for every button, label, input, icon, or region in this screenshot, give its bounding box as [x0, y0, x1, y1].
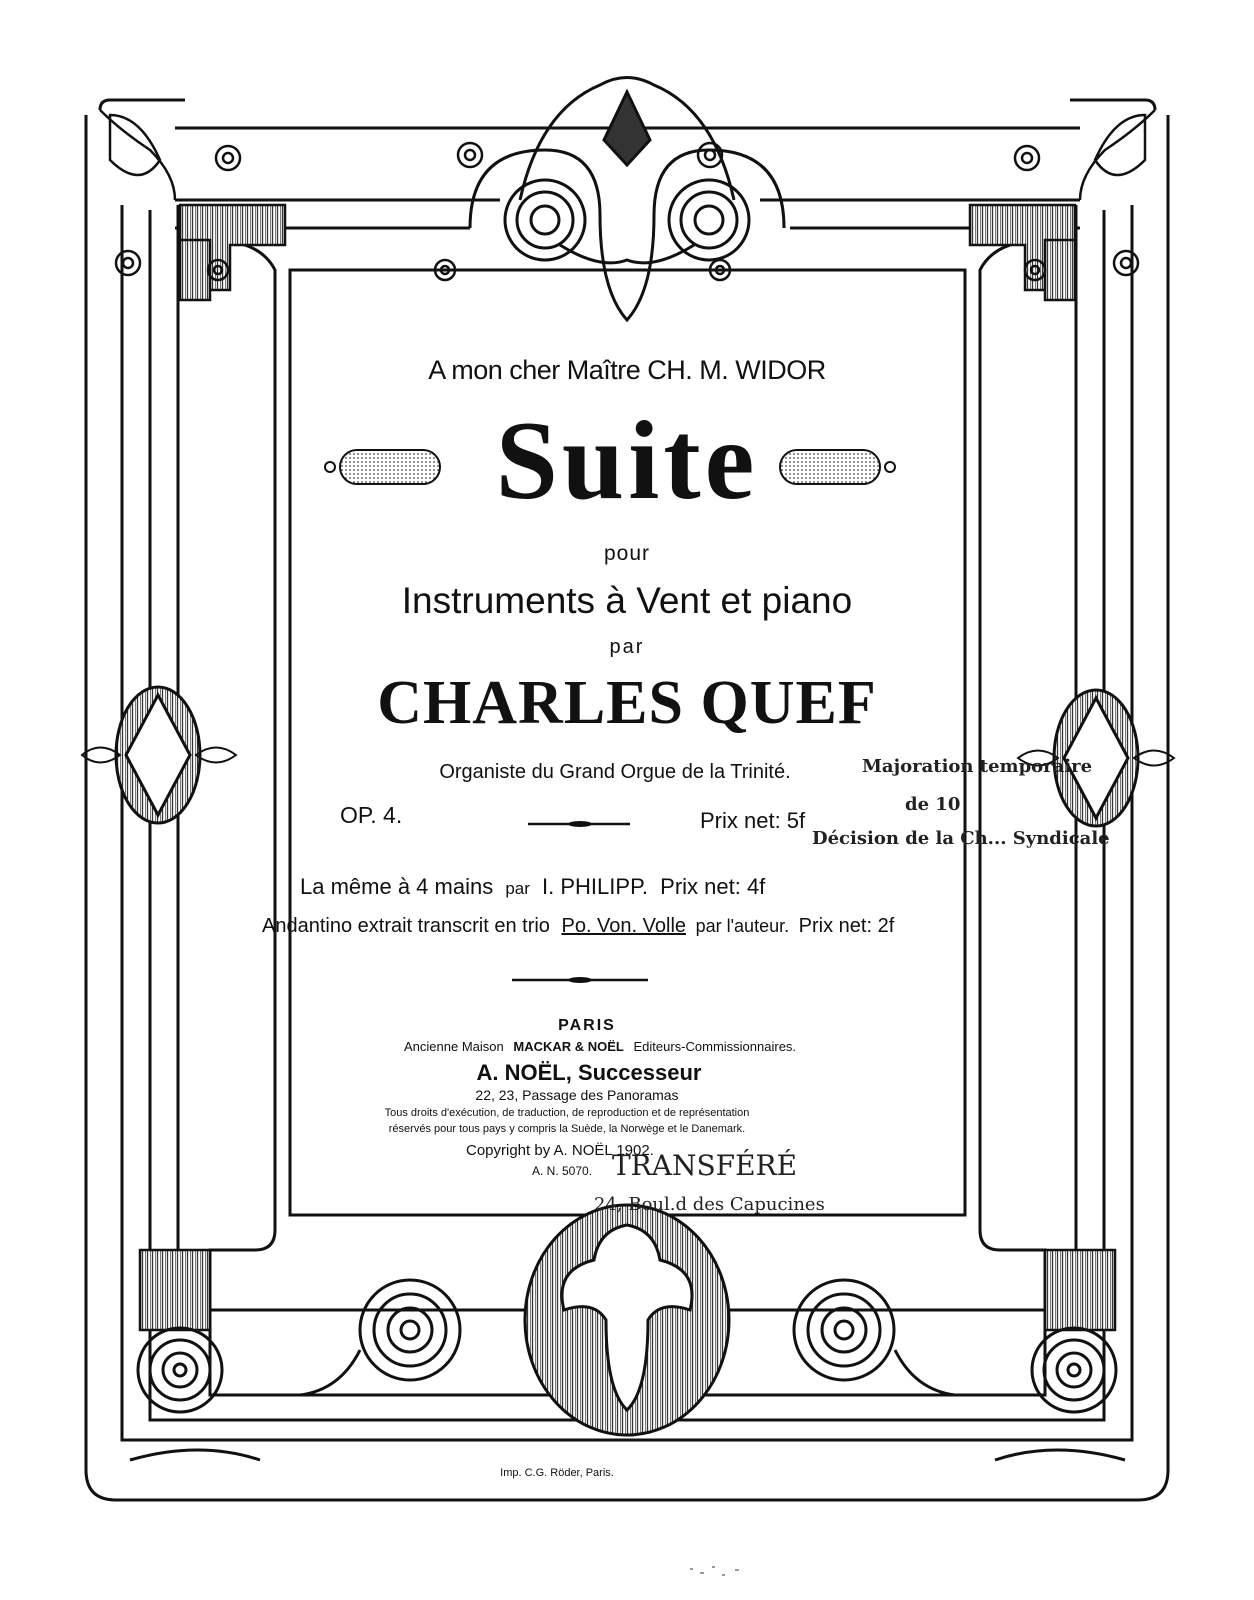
- andantino-price: Prix net: 2f: [798, 915, 895, 937]
- publisher-rights-line1: Tous droits d'exécution, de traduction, de reproduction et de représentation: [384, 1107, 750, 1119]
- four-hands-par: par: [505, 879, 530, 898]
- andantino-instruments: Po. Von. Volle: [561, 915, 687, 937]
- andantino-text: Andantino extrait transcrit en trio: [262, 915, 550, 937]
- par-label: par: [609, 636, 645, 658]
- four-hands-text: La même à 4 mains: [300, 874, 494, 899]
- stamp-majoration-line2: de 10: [905, 794, 961, 815]
- composer-name: CHARLES QUEF: [377, 669, 877, 737]
- stamp-transfer-line1: TRANSFÉRÉ: [612, 1149, 798, 1182]
- publisher-city: PARIS: [558, 1017, 616, 1034]
- pour-label: pour: [603, 542, 651, 565]
- printer-credit: Imp. C.G. Röder, Paris.: [500, 1467, 614, 1479]
- publisher-former-house: Ancienne Maison: [404, 1039, 504, 1054]
- title: Suite: [495, 399, 759, 523]
- subtitle: Instruments à Vent et piano: [401, 580, 853, 621]
- stamp-transfer-line2: 24, Boul.d des Capucines: [594, 1194, 825, 1215]
- andantino-par: par l'auteur.: [695, 916, 790, 936]
- publisher-address: 22, 23, Passage des Panoramas: [475, 1087, 679, 1103]
- publisher-copyright: Copyright by A. NOËL 1902.: [466, 1142, 654, 1159]
- price: Prix net: 5f: [700, 808, 806, 833]
- plate-number: A. N. 5070.: [532, 1164, 593, 1178]
- four-hands-line: [300, 876, 765, 898]
- publisher-former-line: [404, 1040, 796, 1053]
- publisher-former-role: Editeurs-Commissionnaires.: [633, 1039, 797, 1054]
- dedication: A mon cher Maître CH. M. WIDOR: [428, 355, 826, 385]
- four-hands-price: Prix net: 4f: [660, 874, 766, 899]
- publisher-name: A. NOËL, Successeur: [476, 1060, 702, 1085]
- stamp-majoration-line1: Majoration temporaire: [862, 756, 1093, 777]
- four-hands-arranger: I. PHILIPP.: [542, 874, 649, 899]
- composer-role: Organiste du Grand Orgue de la Trinité.: [439, 761, 791, 783]
- opus-number: OP. 4.: [340, 802, 403, 828]
- stamp-majoration-line3: Décision de la Ch... Syndicale: [812, 828, 1110, 849]
- publisher-rights-line2: réservés pour tous pays y compris la Suède, la Norwège et le Danemark.: [388, 1123, 746, 1135]
- publisher-former-name: MACKAR & NOËL: [513, 1039, 624, 1054]
- andantino-line: [262, 916, 894, 936]
